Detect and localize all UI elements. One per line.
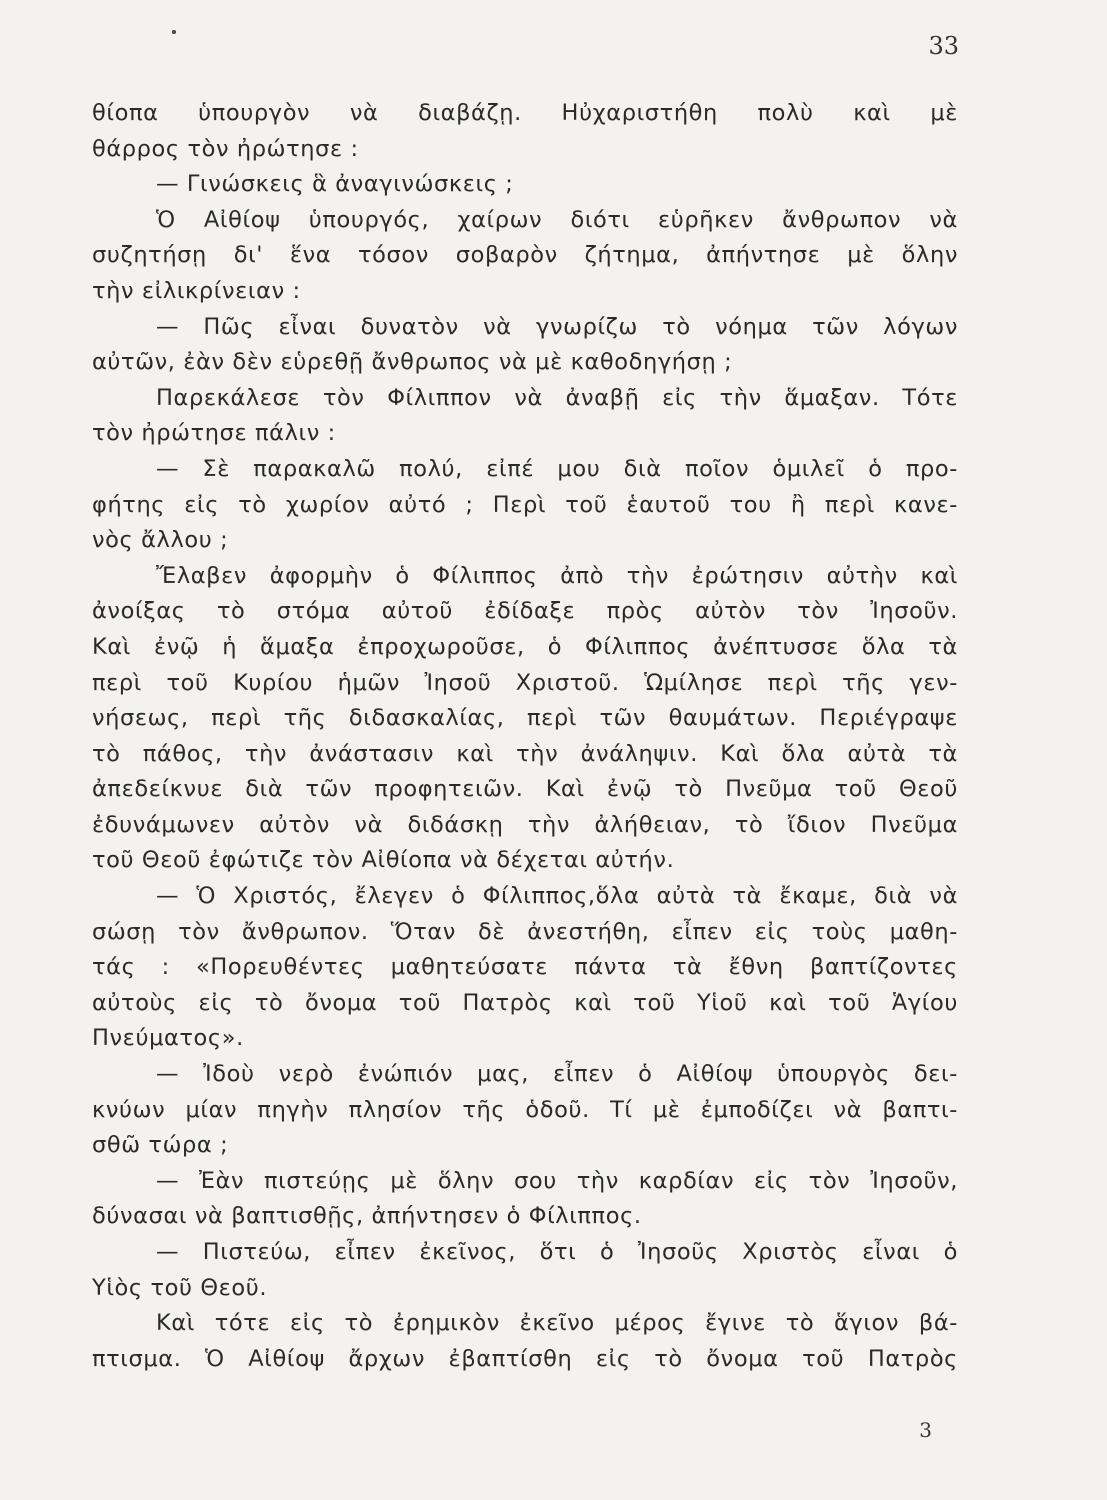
text-line: περὶ τοῦ Κυρίου ἡμῶν Ἰησοῦ Χριστοῦ. Ὡμίλησε περὶ τῆς γεν- (92, 669, 958, 696)
text-line: κνύων μίαν πηγὴν πλησίον τῆς ὁδοῦ. Τί μὲ ἐμποδίζει νὰ βαπτι- (92, 1096, 958, 1123)
text-line: συζητήσῃ δι' ἕνα τόσον σοβαρὸν ζήτημα, ἀπήντησε μὲ ὅλην (92, 242, 958, 269)
text-line: τάς : «Πορευθέντες μαθητεύσατε πάντα τὰ ἔθνη βαπτίζοντες (92, 954, 958, 981)
text-line: θάρρος τὸν ἠρώτησε : (92, 135, 359, 162)
text-line: δύνασαι νὰ βαπτισθῇς, ἀπήντησεν ὁ Φίλιππος. (92, 1203, 642, 1230)
print-speck (172, 30, 176, 34)
text-line: σθῶ τώρα ; (92, 1132, 229, 1159)
text-line: τὸν ἠρώτησε πάλιν : (92, 420, 336, 447)
page-number: 33 (928, 32, 959, 60)
text-line: Παρεκάλεσε τὸν Φίλιππον νὰ ἀναβῇ εἰς τὴν ἅμαξαν. Τότε (156, 384, 958, 411)
text-line: τὸ πάθος, τὴν ἀνάστασιν καὶ τὴν ἀνάληψιν. Καὶ ὅλα αὐτὰ τὰ (92, 740, 958, 767)
text-line: ἐδυνάμωνεν αὐτὸν νὰ διδάσκῃ τὴν ἀλήθειαν, τὸ ἴδιον Πνεῦμα (92, 811, 958, 838)
text-line: — Σὲ παρακαλῶ πολύ, εἰπέ μου διὰ ποῖον ὁμιλεῖ ὁ προ- (156, 455, 958, 482)
text-line: — Ὁ Χριστός, ἔλεγεν ὁ Φίλιππος,ὅλα αὐτὰ τὰ ἔκαμε, διὰ νὰ (156, 883, 958, 910)
text-line: — Πῶς εἶναι δυνατὸν νὰ γνωρίζω τὸ νόημα τῶν λόγων (156, 313, 958, 340)
text-line: τοῦ Θεοῦ ἐφώτιζε τὸν Αἰθίοπα νὰ δέχεται αὐτήν. (92, 847, 675, 874)
text-line: — Ἐὰν πιστεύῃς μὲ ὅλην σου τὴν καρδίαν εἰς τὸν Ἰησοῦν, (156, 1167, 958, 1194)
text-line: Καὶ τότε εἰς τὸ ἐρημικὸν ἐκεῖνο μέρος ἔγινε τὸ ἅγιον βά- (156, 1310, 958, 1337)
text-line: — Ἰδοὺ νερὸ ἐνώπιόν μας, εἶπεν ὁ Αἰθίοψ ὑπουργὸς δει- (156, 1061, 958, 1088)
text-line: σώσῃ τὸν ἄνθρωπον. Ὅταν δὲ ἀνεστήθη, εἶπεν εἰς τοὺς μαθη- (92, 918, 958, 945)
body-text (92, 96, 958, 1377)
text-line: Υἱὸς τοῦ Θεοῦ. (92, 1274, 268, 1301)
text-line: τὴν εἰλικρίνειαν : (92, 277, 301, 304)
text-line: πτισμα. Ὁ Αἰθίοψ ἄρχων ἐβαπτίσθη εἰς τὸ ὄνομα τοῦ Πατρὸς (92, 1345, 958, 1372)
signature-mark: 3 (919, 1418, 932, 1442)
text-line: Καὶ ἐνῷ ἡ ἅμαξα ἐπροχωροῦσε, ὁ Φίλιππος ἀνέπτυσσε ὅλα τὰ (92, 633, 958, 660)
text-line: Πνεύματος». (92, 1025, 244, 1052)
text-line: θίοπα ὑπουργὸν νὰ διαβάζῃ. Ηὐχαριστήθη πολὺ καὶ μὲ (92, 100, 958, 126)
text-line: ἀπεδείκνυε διὰ τῶν προφητειῶν. Καὶ ἐνῷ τὸ Πνεῦμα τοῦ Θεοῦ (92, 776, 958, 803)
text-line: αὐτοὺς εἰς τὸ ὄνομα τοῦ Πατρὸς καὶ τοῦ Υἱοῦ καὶ τοῦ Ἁγίου (92, 989, 958, 1016)
text-line: — Πιστεύω, εἶπεν ἐκεῖνος, ὅτι ὁ Ἰησοῦς Χριστὸς εἶναι ὁ (156, 1239, 958, 1265)
text-line: Ὁ Αἰθίοψ ὑπουργός, χαίρων διότι εὑρῆκεν ἄνθρωπον νὰ (156, 206, 958, 233)
text-line: φήτης εἰς τὸ χωρίον αὐτό ; Περὶ τοῦ ἑαυτοῦ του ἢ περὶ κανε- (92, 491, 958, 518)
text-line: — Γινώσκεις ἃ ἀναγινώσκεις ; (156, 171, 514, 198)
text-line: νὸς ἄλλου ; (92, 527, 229, 554)
text-line: ἀνοίξας τὸ στόμα αὐτοῦ ἐδίδαξε πρὸς αὐτὸν τὸν Ἰησοῦν. (92, 598, 958, 625)
text-line: αὐτῶν, ἐὰν δὲν εὑρεθῇ ἄνθρωπος νὰ μὲ καθοδηγήσῃ ; (92, 349, 733, 376)
text-line: Ἔλαβεν ἀφορμὴν ὁ Φίλιππος ἀπὸ τὴν ἐρώτησιν αὐτὴν καὶ (156, 562, 958, 589)
text-line: νήσεως, περὶ τῆς διδασκαλίας, περὶ τῶν θαυμάτων. Περιέγραψε (92, 705, 958, 732)
